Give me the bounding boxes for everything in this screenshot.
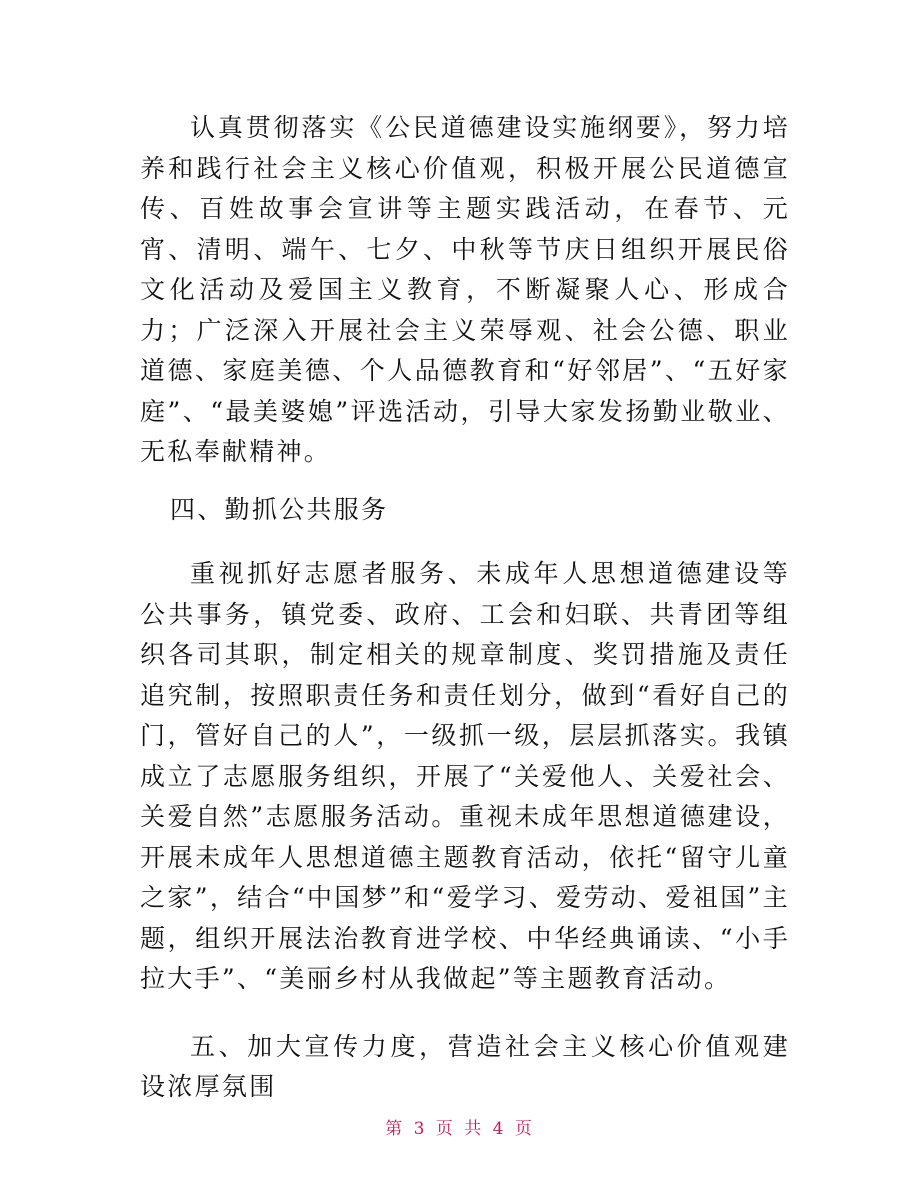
section-heading-publicity: 五、加大宣传力度，营造社会主义核心价值观建设浓厚氛围 (140, 1031, 790, 1101)
page-number-footer: 第 3 页 共 4 页 (385, 1119, 535, 1139)
section-heading-public-service: 四、勤抓公共服务 (170, 494, 389, 524)
paragraph-moral-education: 认真贯彻落实《公民道德建设实施纲要》，努力培养和践行社会主义核心价值观，积极开展公民道德宣传、百姓故事会宣讲等主题实践活动，在春节、元宵、清明、端午、七夕、中秋等节庆日组织开展民俗文化活动及爱国主义教育，不断凝聚人心、形成合力；广泛深入开展社会主义荣辱观、社会公德、职业道德、家庭美德、个人品德教育和“好邻居”、“五好家庭”、“最美婆媳”评选活动，引导大家发扬勤业敬业、无私奉献精神。 (140, 113, 790, 466)
paragraph-public-service: 重视抓好志愿者服务、未成年人思想道德建设等公共事务，镇党委、政府、工会和妇联、共青团等组织各司其职，制定相关的规章制度、奖罚措施及责任追究制，按照职责任务和责任划分，做到“看好自己的门，管好自己的人”，一级抓一级，层层抓落实。我镇成立了志愿服务组织，开展了“关爱他人、关爱社会、关爱自然”志愿服务活动。重视未成年思想道德建设，开展未成年人思想道德主题教育活动，依托“留守儿童之家”，结合“中国梦”和“爱学习、爱劳动、爱祖国”主题，组织开展法治教育进学校、中华经典诵读、“小手拉大手”、“美丽乡村从我做起”等主题教育活动。 (140, 559, 790, 993)
document-body (140, 108, 790, 1108)
